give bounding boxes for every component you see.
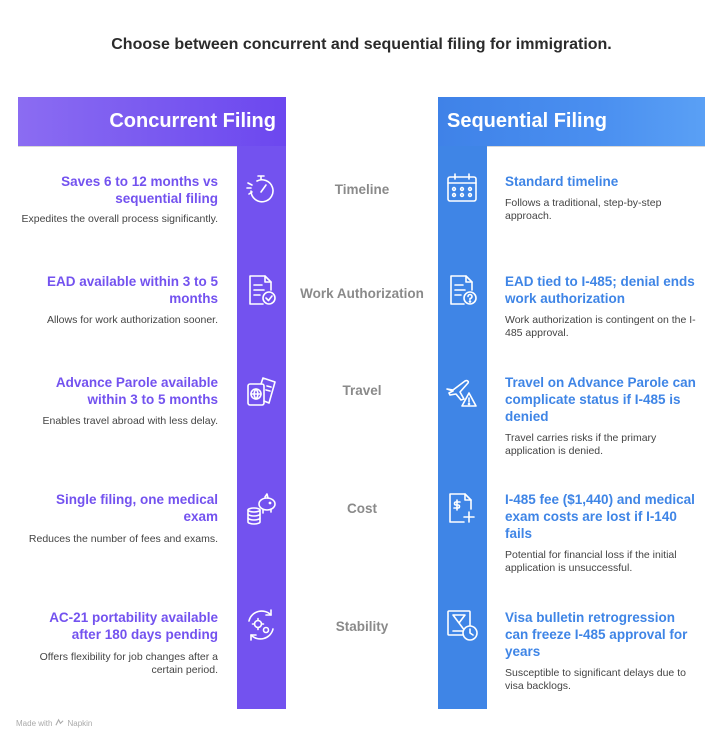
stopwatch-icon [243,170,279,206]
sequential-header: Sequential Filing [438,97,705,146]
document-dollar-plus-icon [444,490,480,526]
category-label: Cost [347,501,377,516]
concurrent-header: Concurrent Filing [18,97,286,146]
sequential-point: Standard timeline [505,174,619,189]
sequential-detail: Work authorization is contingent on the I-485 approval. [505,314,696,339]
made-with-napkin-credit [16,718,92,729]
sequential-detail: Susceptible to significant delays due to visa backlogs. [505,667,686,692]
plane-warning-icon [444,373,480,409]
sequential-point: Visa bulletin retrogression can freeze I-485 approval for years [505,610,688,659]
piggy-bank-coins-icon [243,490,279,526]
concurrent-point: EAD available within 3 to 5 months [46,274,218,306]
concurrent-point: Advance Parole available within 3 to 5 months [55,375,218,407]
sequential-detail: Potential for financial loss if the initial application is unsuccessful. [505,549,677,574]
calendar-icon [444,170,480,206]
sequential-point: I-485 fee ($1,440) and medical exam costs are lost if I-140 fails [505,492,695,541]
sequential-point: EAD tied to I-485; denial ends work authorization [505,274,695,306]
hourglass-clock-icon [444,607,480,643]
category-label: Timeline [334,182,390,197]
concurrent-detail: Enables travel abroad with less delay. [42,415,218,427]
concurrent-detail: Allows for work authorization sooner. [47,314,218,326]
sequential-point: Travel on Advance Parole can complicate status if I-485 is denied [505,375,696,424]
category-label: Stability [335,619,389,634]
sequential-detail: Follows a traditional, step-by-step approach. [505,197,662,222]
divider [18,146,237,147]
document-check-icon [243,272,279,308]
passport-globe-icon [243,373,279,409]
document-question-icon [444,272,480,308]
concurrent-detail: Reduces the number of fees and exams. [28,533,218,545]
page-title: Choose between concurrent and sequential filing for immigration. [111,36,612,53]
concurrent-point: Saves 6 to 12 months vs sequential filing [61,174,218,206]
napkin-logo-icon [55,718,64,729]
footer-brand: Napkin [67,719,93,728]
category-label: Travel [342,383,382,398]
concurrent-detail: Offers flexibility for job changes after a certain period. [39,651,218,676]
divider [487,146,705,147]
footer-prefix: Made with [16,719,53,728]
category-label: Work Authorization [300,286,424,301]
gears-cycle-icon [243,607,279,643]
concurrent-point: Single filing, one medical exam [55,492,218,524]
concurrent-point: AC-21 portability available after 180 days pending [49,610,218,642]
sequential-detail: Travel carries risks if the primary application is denied. [505,432,657,457]
concurrent-detail: Expedites the overall process significantly. [21,213,218,225]
